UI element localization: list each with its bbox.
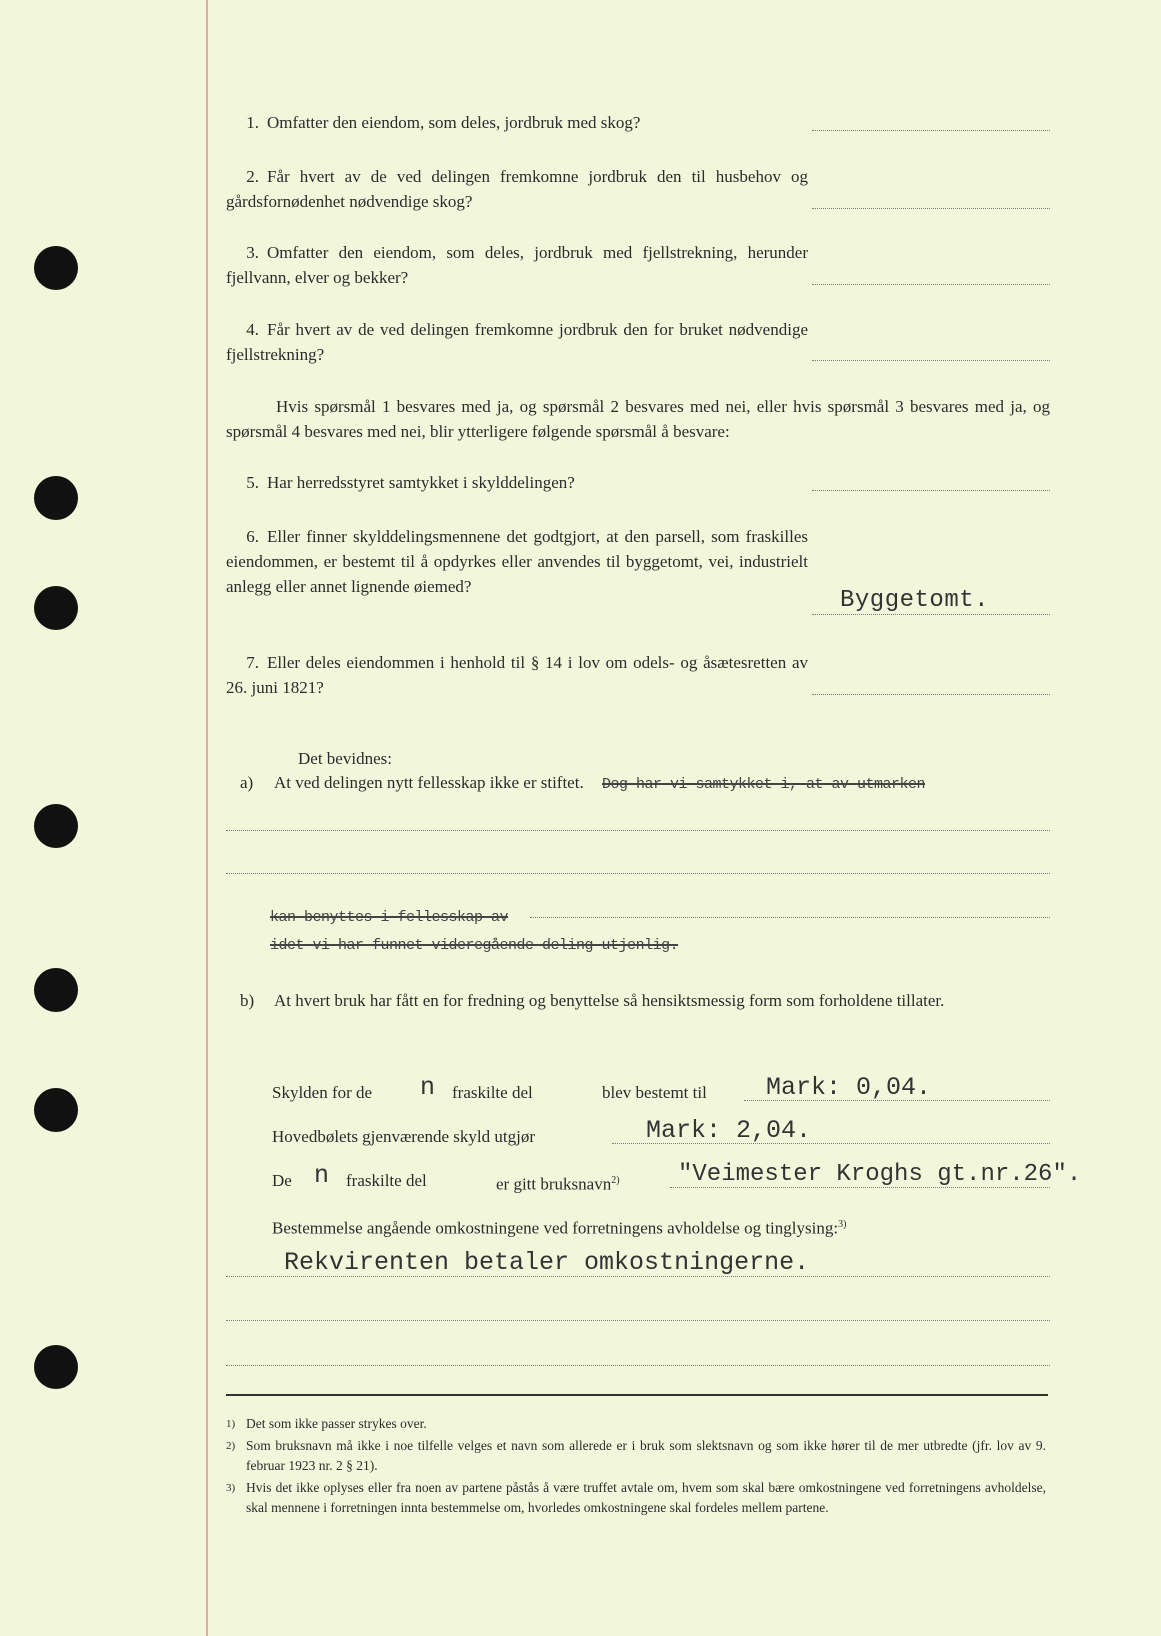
punch-hole: [34, 968, 78, 1012]
answer-line-3: [812, 284, 1050, 285]
fill-line: [226, 1365, 1050, 1366]
answer-line-5: [812, 490, 1050, 491]
footnote-2: 2) Som bruksnavn må ikke i noe tilfelle velges et navn som allerede er i bruk som slektsnavn og som ikke hører til de mer utbredte (jfr. lov av 9. februar 1923 nr. 2 § 21).: [226, 1438, 1046, 1473]
punch-hole: [34, 586, 78, 630]
skyld-value: Mark: 0,04.: [766, 1073, 932, 1102]
document-page: 1. Omfatter den eiendom, som deles, jordbruk med skog? 2. Får hvert av de ved delingen fremkomne jordbruk den til husbehov og gårdsfornødenhet nødvendige skog? 3. Omfatter den eiendom, som deles, jordbruk med fjellstrekning, herunder fjellvann, elver og bekker? 4. Får hvert av de ved delingen fremkomne jordbruk den for bruket nødvendige fjellstrekning? Hvis spørsmål 1 besvares med ja, og spørsmål 2 besvares med nei, eller hvis spørsmål 3 besvares med ja, og spørsmål 4 besvares med nei, blir ytterligere følgende spørsmål å besvare: 5. Har herredsstyret samtykket i skylddelingen? 6. Eller finner skylddelingsmennene det godtgjort, at den parsell, som fraskilles eiendommen, er bestemt til å opdyrkes eller anvendes til byggetomt, vei, industrielt anlegg eller annet lignende øiemed? Byggetomt. 7. Eller deles eiendommen i henhold til § 14 i lov om odels- og åsætesretten av 26. juni 1821? Det bevidnes: a) At ved delingen nytt fellesskap ikke er stiftet. Dog har vi samtykket i, at av utmarken kan benyttes i fellesskap av idet vi har funnet videregående deling utjenlig. b) At hvert bruk har fått en for fredning og benyttelse så hensiktsmessig form som forholdene tillater. Skylden for de n fraskilte del blev bestemt til Mark: 0,04. Hovedbølets gjenværende skyld utgjør Mark: 2,04. De n fraskilte del er gitt bruksnavn$^{2)}$ "Veimester Kroghs gt.nr.26". Bestemmelse angående omkostningene ved forretningens avholdelse og tinglysing:$^{3)}$ Rekvirenten betaler omkostningerne. 1) Det som ikke passer strykes over. 2) Som bruksnavn må ikke i noe tilfelle velges et navn som allerede er i bruk som slektsnavn og som ikke hører til de mer utbredte (jfr. lov av 9. februar 1923 nr. 2 § 21). 3) Hvis det ikke oplyses eller fra noen av partene påstås å være truffet avtale om, hvem som skal bære omkostningene ved forretningens avholdelse, skal mennene i forretningen innta bestemmelse om, hvorledes omkostningene skal fordeles mellem partene.: [0, 0, 1161, 1636]
answer-6-text: Byggetomt.: [840, 587, 990, 614]
certify-a: a) At ved delingen nytt fellesskap ikke er stiftet. Dog har vi samtykket i, at av utmarken: [240, 773, 926, 793]
struck-line-1: kan benyttes i fellesskap av: [270, 909, 509, 926]
punch-hole: [34, 1345, 78, 1389]
navn-n: n: [314, 1161, 330, 1190]
fill-line: [226, 873, 1050, 874]
fill-line: [226, 830, 1050, 831]
answer-line-7: [812, 694, 1050, 695]
struck-line-2: idet vi har funnet videregående deling utjenlig.: [270, 937, 679, 954]
punch-hole: [34, 476, 78, 520]
bruksnavn-value: "Veimester Kroghs gt.nr.26".: [678, 1161, 1082, 1188]
conditional-paragraph: Hvis spørsmål 1 besvares med ja, og spørsmål 2 besvares med nei, eller hvis spørsmål 3 besvares med ja, og spørsmål 4 besvares med nei, blir ytterligere følgende spørsmål å besvare:: [226, 397, 1050, 441]
answer-line-2: [812, 208, 1050, 209]
certify-intro: Det bevidnes:: [298, 749, 392, 768]
answer-line-1: [812, 130, 1050, 131]
footnote-rule: [226, 1394, 1048, 1396]
footnote-1: 1) Det som ikke passer strykes over.: [226, 1416, 427, 1431]
answer-line-6: [812, 614, 1050, 615]
struck-text-a: Dog har vi samtykket i, at av utmarken: [601, 776, 926, 793]
question-6: 6. Eller finner skylddelingsmennene det godtgjort, at den parsell, som fraskilles eiendommen, er bestemt til å opdyrkes eller anvendes til byggetomt, vei, industrielt anlegg eller annet lignende øiemed?: [226, 527, 808, 596]
punch-hole: [34, 246, 78, 290]
certify-b: b) At hvert bruk har fått en for fredning og benyttelse så hensiktsmessig form som forholdene tillater.: [240, 991, 945, 1010]
question-4: 4. Får hvert av de ved delingen fremkomne jordbruk den for bruket nødvendige fjellstrekning?: [226, 320, 808, 364]
fill-line: [530, 917, 1050, 918]
question-2: 2. Får hvert av de ved delingen fremkomne jordbruk den til husbehov og gårdsfornødenhet nødvendige skog?: [226, 167, 808, 211]
margin-rule: [206, 0, 208, 1636]
hoved-value: Mark: 2,04.: [646, 1116, 812, 1145]
footnote-3: 3) Hvis det ikke oplyses eller fra noen av partene påstås å være truffet avtale om, hvem som skal bære omkostningene ved forretningens avholdelse, skal mennene i forretningen innta bestemmelse om, hvorledes omkostningene skal fordeles mellem partene.: [226, 1480, 1046, 1515]
omkostning-value: Rekvirenten betaler omkostningerne.: [284, 1248, 810, 1277]
fill-line: [226, 1320, 1050, 1321]
skyld-n: n: [420, 1073, 436, 1102]
question-1: 1. Omfatter den eiendom, som deles, jordbruk med skog?: [246, 113, 641, 132]
question-3: 3. Omfatter den eiendom, som deles, jordbruk med fjellstrekning, herunder fjellvann, elver og bekker?: [226, 243, 808, 287]
question-5: 5. Har herredsstyret samtykket i skylddelingen?: [246, 473, 575, 492]
punch-hole: [34, 804, 78, 848]
answer-line-4: [812, 360, 1050, 361]
question-7: 7. Eller deles eiendommen i henhold til § 14 i lov om odels- og åsætesretten av 26. juni 1821?: [226, 653, 808, 697]
punch-hole: [34, 1088, 78, 1132]
